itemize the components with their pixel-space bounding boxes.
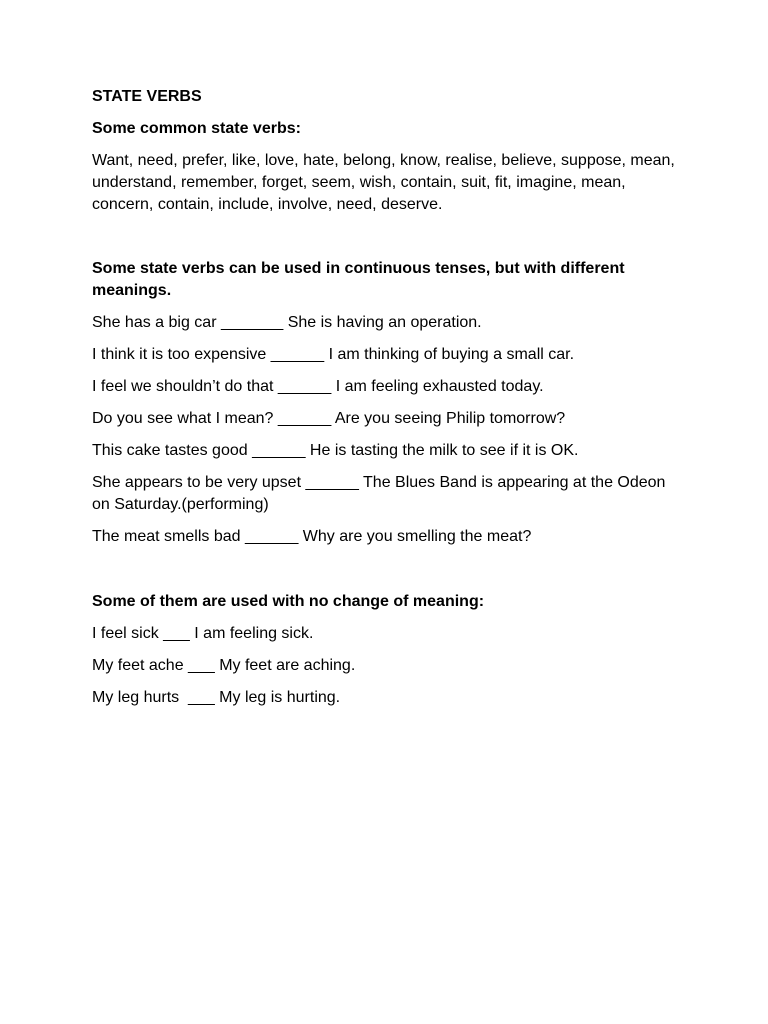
section-heading-no-change: Some of them are used with no change of meaning: <box>92 593 485 610</box>
example-line: I feel we shouldn’t do that ______ I am feeling exhausted today. <box>92 378 544 395</box>
state-verbs-list: Want, need, prefer, like, love, hate, belong, know, realise, believe, suppose, mean, understand, remember, forget, seem, wish, contain, suit, fit, imagine, mean, concern, contain, include, involve, need, deserve. <box>92 152 680 213</box>
spacer <box>92 226 682 258</box>
example-line: My leg hurts ___ My leg is hurting. <box>92 689 341 706</box>
section-heading-continuous-tenses: Some state verbs can be used in continuous tenses, but with different meanings. <box>92 260 629 299</box>
example-line: I feel sick ___ I am feeling sick. <box>92 625 314 642</box>
section-heading-common-state-verbs: Some common state verbs: <box>92 120 301 137</box>
example-line: She appears to be very upset ______ The Blues Band is appearing at the Odeon on Saturday.(performing) <box>92 474 670 513</box>
spacer <box>92 558 682 591</box>
example-line: I think it is too expensive ______ I am thinking of buying a small car. <box>92 346 575 363</box>
document-title: STATE VERBS <box>92 88 202 105</box>
example-line: Do you see what I mean? ______ Are you seeing Philip tomorrow? <box>92 410 566 427</box>
document-page <box>92 86 682 719</box>
example-line: The meat smells bad ______ Why are you smelling the meat? <box>92 528 532 545</box>
example-line: My feet ache ___ My feet are aching. <box>92 657 356 674</box>
example-line: This cake tastes good ______ He is tasting the milk to see if it is OK. <box>92 442 579 459</box>
example-line: She has a big car _______ She is having an operation. <box>92 314 482 331</box>
